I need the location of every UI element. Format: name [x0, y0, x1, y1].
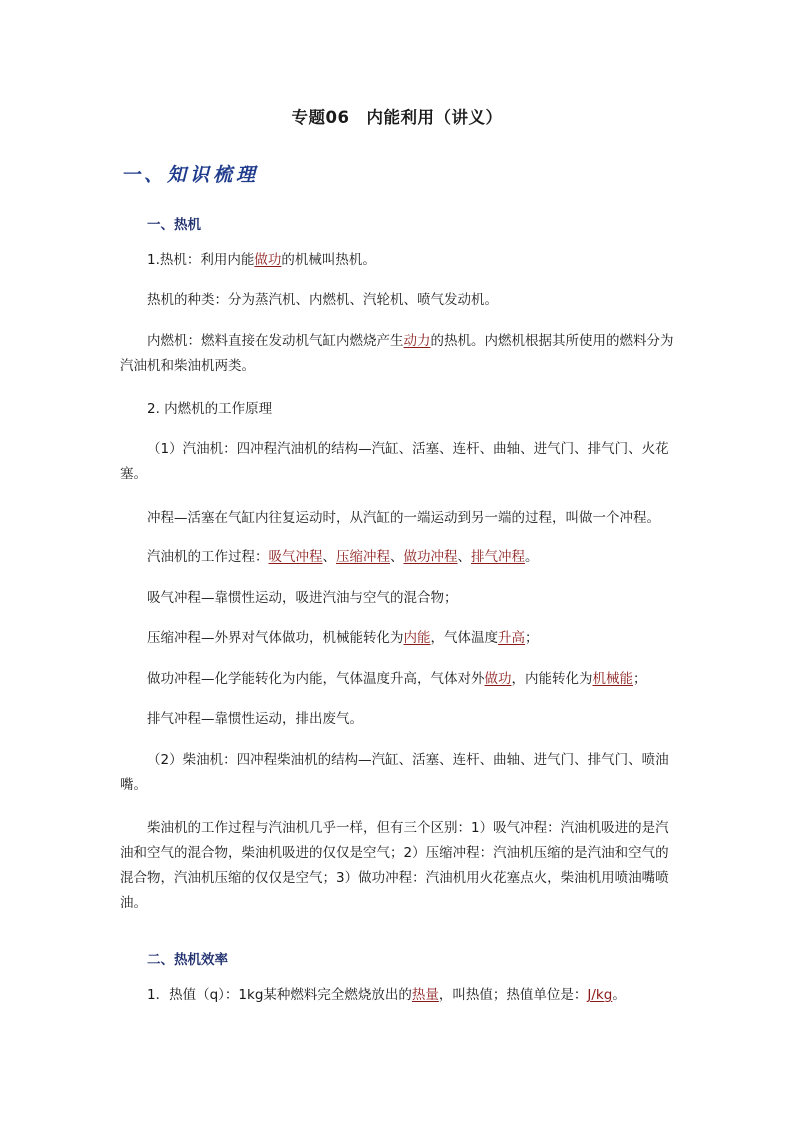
underlined-term: 机械能: [592, 671, 633, 687]
page-title: 专题06 内能利用（讲义）: [291, 108, 503, 127]
underlined-term: 动力: [403, 333, 431, 349]
underlined-term: 做功: [484, 671, 512, 687]
paragraph-internal-combustion: 内燃机：燃料直接在发动机气缸内燃烧产生动力的热机。内燃机根据其所使用的燃料分为汽油机和柴油机两类。: [120, 333, 674, 374]
paragraph-exhaust-stroke: 排气冲程—靠惯性运动，排出废气。: [147, 711, 363, 727]
underlined-term: 吸气冲程: [268, 549, 323, 565]
paragraph-intake-stroke: 吸气冲程—靠惯性运动，吸进汽油与空气的混合物；: [147, 590, 458, 606]
underlined-term: 热量: [411, 987, 439, 1003]
paragraph-gasoline-engine: （1）汽油机：四冲程汽油机的结构—汽缸、活塞、连杆、曲轴、进气门、排气门、火花塞。: [120, 441, 669, 482]
underlined-term: 升高: [498, 630, 525, 646]
underlined-term: J/kg: [587, 987, 613, 1003]
paragraph-heat-value: 1．热值（q）：1kg某种燃料完全燃烧放出的热量，叫热值；热值单位是：J/kg。: [147, 987, 626, 1003]
heading-efficiency: 二、热机效率: [147, 952, 228, 968]
underlined-term: 压缩冲程: [336, 549, 390, 565]
underlined-term: 排气冲程: [471, 549, 525, 565]
paragraph-diesel-differences: 柴油机的工作过程与汽油机几乎一样，但有三个区别：1）吸气冲程：汽油机吸进的是汽油和空气的混合物，柴油机吸进的仅仅是空气；2）压缩冲程：汽油机压缩的是汽油和空气的混合物，汽油机压缩的仅仅是空气；3）做功冲程：汽油机用火花塞点火，柴油机用喷油嘴喷油。: [120, 820, 669, 911]
underlined-term: 内能: [403, 630, 431, 646]
paragraph-heat-engine-def: 1.热机：利用内能做功的机械叫热机。: [147, 252, 376, 268]
paragraph-power-stroke: 做功冲程—化学能转化为内能，气体温度升高，气体对外做功，内能转化为机械能；: [147, 671, 647, 687]
paragraph-engine-types: 热机的种类：分为蒸汽机、内燃机、汽轮机、喷气发动机。: [147, 292, 498, 308]
paragraph-gasoline-process: 汽油机的工作过程：吸气冲程、压缩冲程、做功冲程、排气冲程。: [147, 549, 539, 565]
paragraph-stroke-def: 冲程—活塞在气缸内往复运动时，从汽缸的一端运动到另一端的过程，叫做一个冲程。: [147, 510, 660, 526]
heading-heat-engine: 一、热机: [147, 217, 201, 233]
paragraph-working-principle: 2. 内燃机的工作原理: [147, 401, 273, 417]
underlined-term: 做功: [254, 252, 282, 268]
paragraph-compression-stroke: 压缩冲程—外界对气体做功，机械能转化为内能，气体温度升高；: [147, 630, 539, 646]
section-banner: 一、知识梳理: [121, 164, 260, 186]
underlined-term: 做功冲程: [403, 549, 458, 565]
paragraph-diesel-engine: （2）柴油机：四冲程柴油机的结构—汽缸、活塞、连杆、曲轴、进气门、排气门、喷油嘴。: [120, 752, 669, 793]
